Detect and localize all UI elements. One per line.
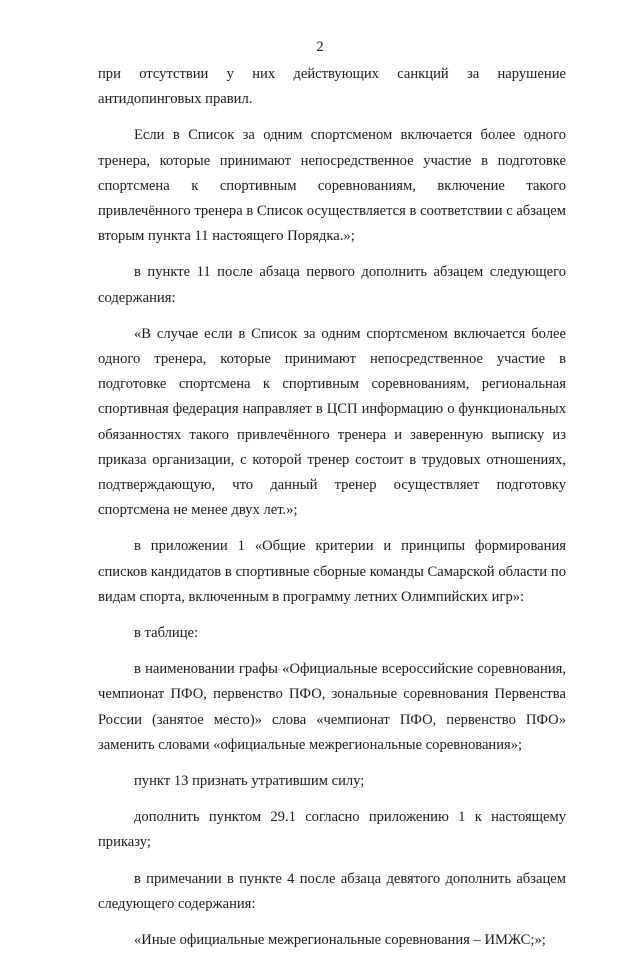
paragraph-in-table: в таблице: (134, 625, 199, 642)
paragraph-point-13: пункт 13 признать утратившим силу; (134, 773, 365, 790)
paragraph-coach-inclusion: Если в Список за одним спортсменом включается более одного тренера, которые принимают непосредственное участие в подготовке спортсмена к спортивным соревнованиям, включение такого привлечённого тренера в Список осуществляется в соответствии с абзацем вторым пункта 11 настоящего Порядка.»; (98, 127, 566, 245)
paragraph-column-name: в наименовании графы «Официальные всероссийские соревнования, чемпионат ПФО, первенство ПФО, зональные соревнования Первенства России (занятое место)» слова «чемпионат ПФО, первенство ПФО» заменить словами «официальные межрегиональные соревнования»; (98, 661, 566, 753)
page-number: 2 (316, 39, 324, 55)
paragraph-continuation: при отсутствии у них действующих санкций за нарушение антидопинговых правил. (98, 66, 566, 108)
paragraph-point-11-amendment: в пункте 11 после абзаца первого дополнить абзацем следующего содержания: (98, 264, 566, 306)
paragraph-note-point-4: в примечании в пункте 4 после абзаца девятого дополнить абзацем следующего содержания: (98, 870, 566, 912)
paragraph-quoted-insertion: «В случае если в Список за одним спортсменом включается более одного тренера, которые принимают непосредственное участие в подготовке спортсмена к спортивным соревнованиям, региональная спортивная федерация направляет в ЦСП информацию о функциональных обязанностях такого привлечённого тренера и заверенную выписку из приказа организации, с которой тренер состоит в трудовых отношениях, подтверждающую, что данный тренер осуществляет подготовку спортсмена не менее двух лет.»; (98, 325, 566, 519)
document-body (98, 62, 566, 964)
paragraph-imzhs: «Иные официальные межрегиональные соревнования – ИМЖС;»; (134, 932, 546, 949)
paragraph-appendix-1: в приложении 1 «Общие критерии и принципы формирования списков кандидатов в спортивные сборные команды Самарской области по видам спорта, включенным в программу летних Олимпийских игр»: (98, 538, 566, 605)
paragraph-point-29-1: дополнить пунктом 29.1 согласно приложению 1 к настоящему приказу; (98, 809, 566, 851)
